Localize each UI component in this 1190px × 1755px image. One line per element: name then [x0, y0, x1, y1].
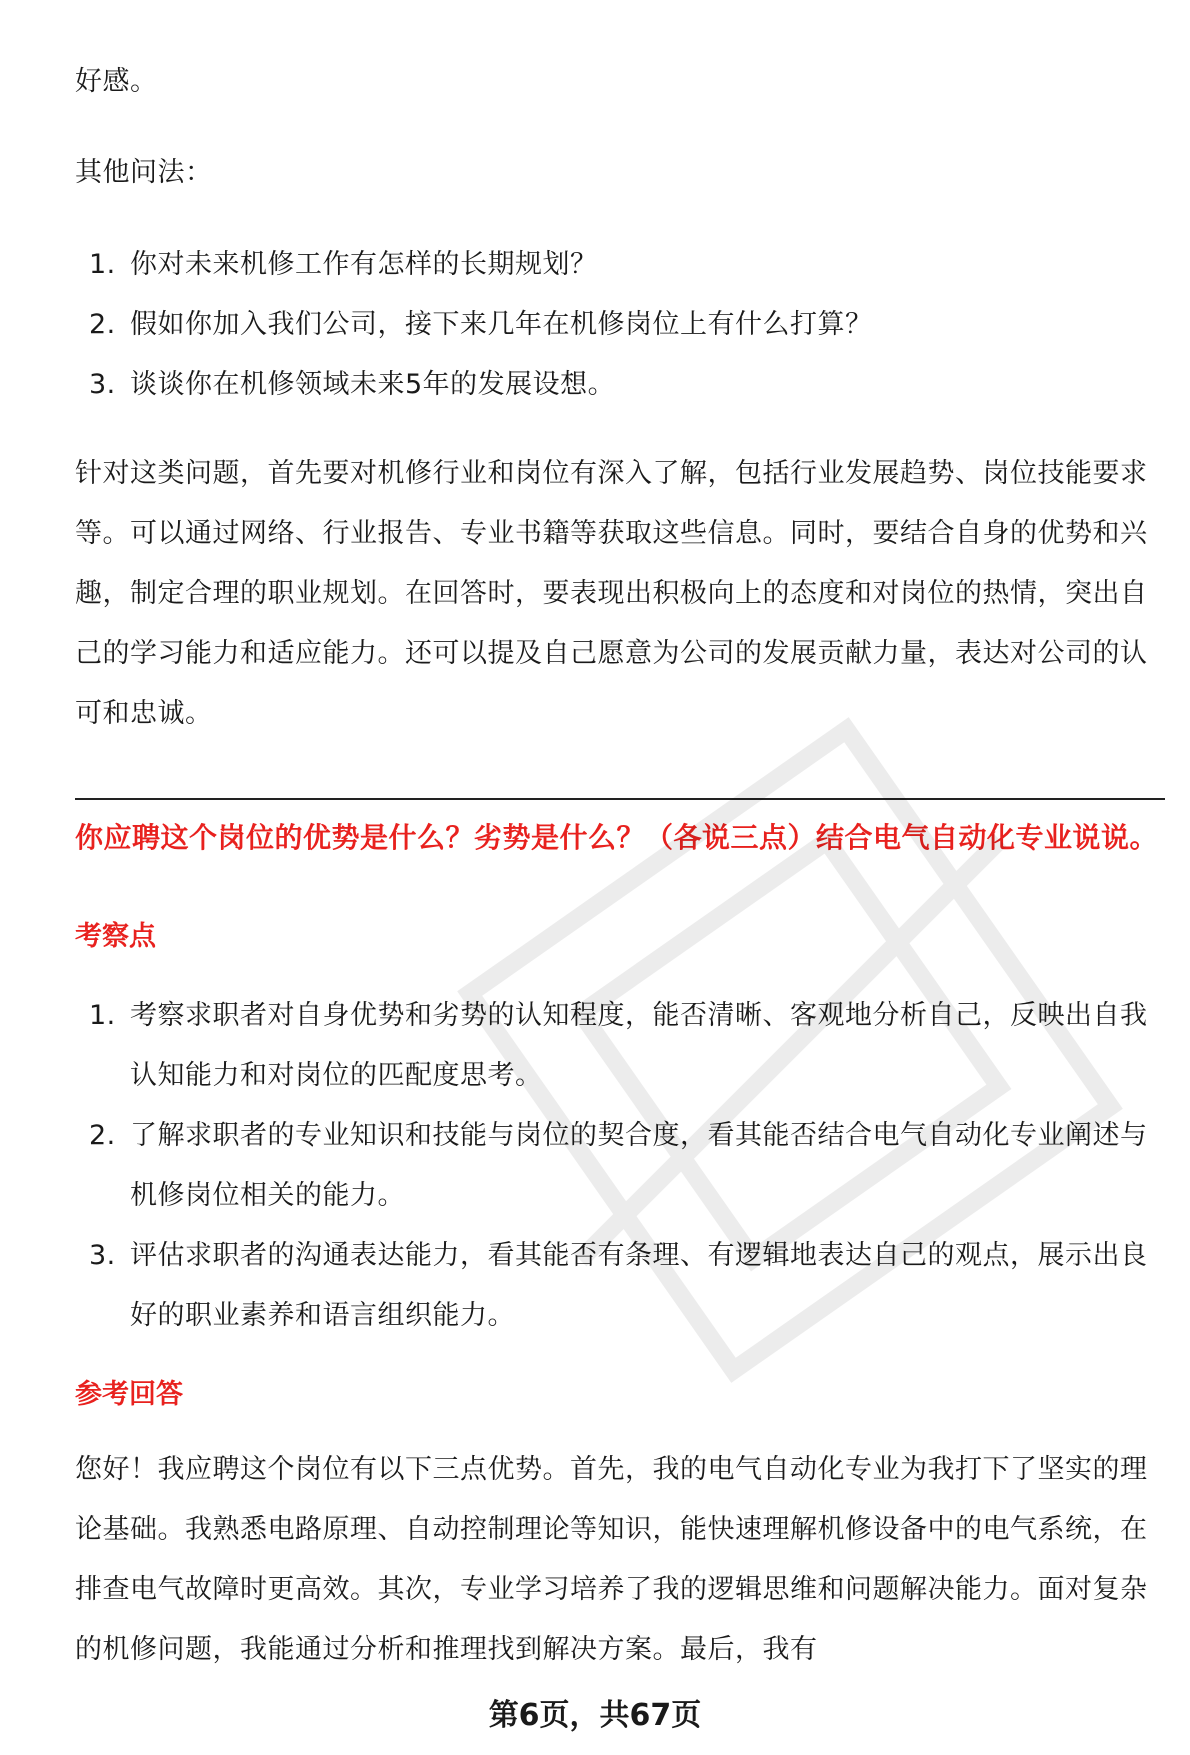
interview-question-heading: 你应聘这个岗位的优势是什么？劣势是什么？（各说三点）结合电气自动化专业说说。	[75, 821, 1159, 854]
focus-points-list	[75, 986, 1165, 1346]
continuation-text: 好感。	[75, 66, 158, 97]
list-item: 3. 谈谈你在机修领域未来5年的发展设想。	[89, 369, 616, 400]
advice-paragraph: 针对这类问题，首先要对机修行业和岗位有深入了解，包括行业发展趋势、岗位技能要求等。可以通过网络、行业报告、专业书籍等获取这些信息。同时，要结合自身的优势和兴趣，制定合理的职业规划。在回答时，要表现出积极向上的态度和对岗位的热情，突出自己的学习能力和适应能力。还可以提及自己愿意为公司的发展贡献力量，表达对公司的认可和忠诚。	[75, 458, 1148, 729]
focus-points-heading: 考察点	[75, 921, 156, 952]
other-questions-label: 其他问法：	[75, 157, 213, 188]
list-item: 3. 评估求职者的沟通表达能力，看其能否有条理、有逻辑地表达自己的观点，展示出良好的职业素养和语言组织能力。	[89, 1240, 1148, 1331]
reference-answer-heading: 参考回答	[75, 1379, 183, 1410]
alternate-questions-list	[75, 235, 873, 415]
list-item: 2. 假如你加入我们公司，接下来几年在机修岗位上有什么打算？	[89, 309, 873, 340]
reference-answer-paragraph: 您好！我应聘这个岗位有以下三点优势。首先，我的电气自动化专业为我打下了坚实的理论基础。我熟悉电路原理、自动控制理论等知识，能快速理解机修设备中的电气系统，在排查电气故障时更高效。其次，专业学习培养了我的逻辑思维和问题解决能力。面对复杂的机修问题，我能通过分析和推理找到解决方案。最后，我有	[75, 1454, 1148, 1665]
list-item: 1. 你对未来机修工作有怎样的长期规划？	[89, 249, 598, 280]
page-number-footer: 第6页，共67页	[488, 1698, 702, 1733]
list-item: 1. 考察求职者对自身优势和劣势的认知程度，能否清晰、客观地分析自己，反映出自我认知能力和对岗位的匹配度思考。	[89, 1000, 1148, 1091]
list-item: 2. 了解求职者的专业知识和技能与岗位的契合度，看其能否结合电气自动化专业阐述与机修岗位相关的能力。	[89, 1120, 1148, 1211]
section-divider	[75, 798, 1165, 800]
